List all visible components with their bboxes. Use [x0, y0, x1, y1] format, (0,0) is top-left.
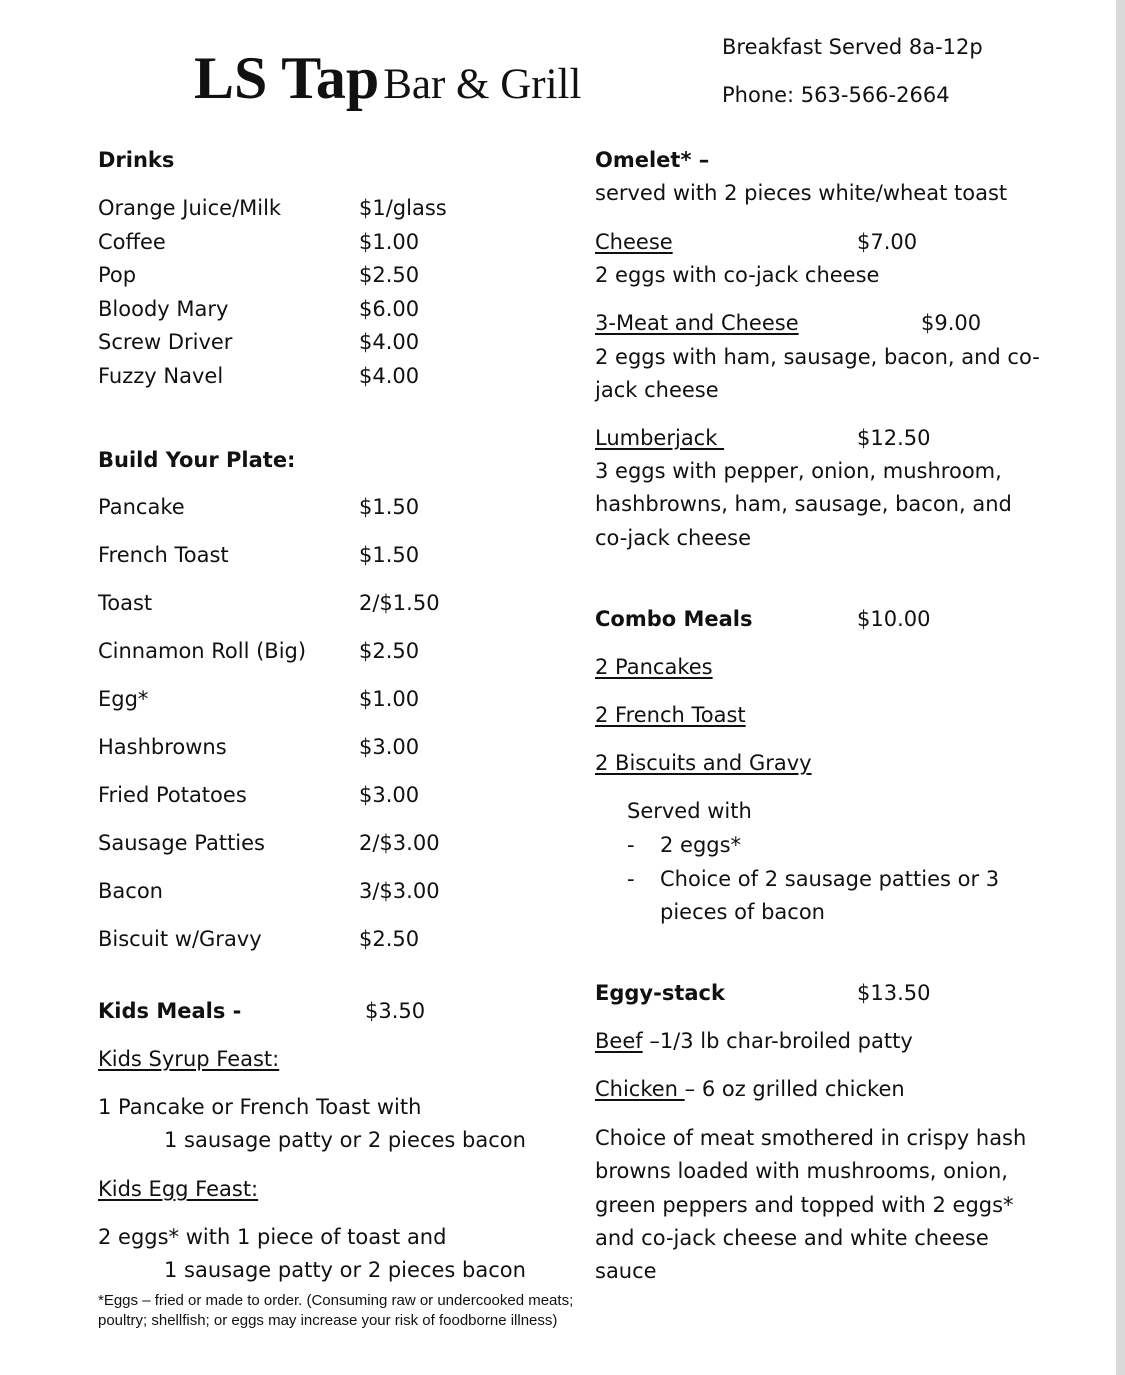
drink-name: Orange Juice/Milk: [98, 196, 282, 220]
combo-option: 2 Pancakes: [595, 655, 713, 679]
footnote-line: *Eggs – fried or made to order. (Consuming raw or undercooked meats;: [98, 1292, 574, 1309]
combo-side: pieces of bacon: [660, 900, 825, 924]
combo-side-bullet: -: [627, 833, 635, 857]
combo-side-bullet: -: [627, 867, 635, 891]
plate-item-price: $3.00: [359, 783, 420, 807]
page-edge: [1116, 0, 1125, 1375]
combo-meals-heading: Combo Meals: [595, 607, 753, 631]
drink-price: $4.00: [359, 330, 420, 354]
kids-meals-price: $3.50: [365, 999, 426, 1023]
drink-name: Coffee: [98, 230, 166, 254]
omelet-lumberjack-desc: hashbrowns, ham, sausage, bacon, and: [595, 492, 1012, 516]
combo-meals-price: $10.00: [857, 607, 931, 631]
drink-price: $6.00: [359, 297, 420, 321]
title-sub: Bar & Grill: [383, 61, 582, 108]
omelet-meat-desc: jack cheese: [595, 378, 719, 402]
eggy-desc: sauce: [595, 1259, 657, 1283]
drink-name: Screw Driver: [98, 330, 233, 354]
plate-item-name: Fried Potatoes: [98, 783, 247, 807]
build-plate-heading: Build Your Plate:: [98, 448, 296, 472]
plate-item-name: Pancake: [98, 495, 185, 519]
breakfast-hours: Breakfast Served 8a-12p: [722, 35, 983, 59]
omelet-lumberjack-desc: co-jack cheese: [595, 526, 752, 550]
omelet-cheese-desc: 2 eggs with co-jack cheese: [595, 263, 880, 287]
kids-meals-heading: Kids Meals -: [98, 999, 242, 1023]
plate-item-name: Hashbrowns: [98, 735, 227, 759]
plate-item-price: $1.50: [359, 543, 420, 567]
eggy-stack-price: $13.50: [857, 981, 931, 1005]
kids-egg-feast-line: 1 sausage patty or 2 pieces bacon: [164, 1258, 526, 1282]
combo-option: 2 French Toast: [595, 703, 746, 727]
omelet-subtitle: served with 2 pieces white/wheat toast: [595, 181, 1008, 205]
plate-item-name: French Toast: [98, 543, 229, 567]
eggy-chicken-text: – 6 oz grilled chicken: [684, 1077, 905, 1101]
eggy-stack-heading: Eggy-stack: [595, 981, 725, 1005]
kids-syrup-feast-title: Kids Syrup Feast:: [98, 1047, 280, 1071]
eggy-beef-text: –1/3 lb char-broiled patty: [642, 1029, 913, 1053]
omelet-lumberjack-desc: 3 eggs with pepper, onion, mushroom,: [595, 459, 1002, 483]
omelet-lumberjack-price: $12.50: [857, 426, 931, 450]
eggy-desc: Choice of meat smothered in crispy hash: [595, 1126, 1027, 1150]
drink-price: $1/glass: [359, 196, 447, 220]
plate-item-price: 2/$1.50: [359, 591, 440, 615]
plate-item-name: Sausage Patties: [98, 831, 265, 855]
phone-number: Phone: 563-566-2664: [722, 83, 950, 107]
kids-egg-feast-line: 2 eggs* with 1 piece of toast and: [98, 1225, 447, 1249]
drink-name: Bloody Mary: [98, 297, 229, 321]
omelet-cheese-name: Cheese: [595, 230, 673, 254]
drink-price: $2.50: [359, 263, 420, 287]
restaurant-name: [194, 45, 582, 111]
plate-item-price: $1.00: [359, 687, 420, 711]
plate-item-price: 2/$3.00: [359, 831, 440, 855]
omelet-meat-name: 3-Meat and Cheese: [595, 311, 799, 335]
kids-syrup-feast-line: 1 sausage patty or 2 pieces bacon: [164, 1128, 526, 1152]
combo-side: 2 eggs*: [660, 833, 742, 857]
plate-item-name: Biscuit w/Gravy: [98, 927, 262, 951]
eggy-chicken-option: [595, 1076, 905, 1102]
combo-side: Choice of 2 sausage patties or 3: [660, 867, 1000, 891]
omelet-heading: Omelet* –: [595, 148, 710, 172]
plate-item-price: $2.50: [359, 927, 420, 951]
eggy-desc: browns loaded with mushrooms, onion,: [595, 1159, 1008, 1183]
eggy-desc: and co-jack cheese and white cheese: [595, 1226, 989, 1250]
kids-egg-feast-title: Kids Egg Feast:: [98, 1177, 259, 1201]
drink-name: Fuzzy Navel: [98, 364, 224, 388]
plate-item-price: $3.00: [359, 735, 420, 759]
omelet-cheese-price: $7.00: [857, 230, 918, 254]
omelet-lumberjack-name: Lumberjack: [595, 426, 725, 450]
drinks-heading: Drinks: [98, 148, 175, 172]
combo-served-with: Served with: [627, 799, 752, 823]
omelet-meat-price: $9.00: [921, 311, 982, 335]
plate-item-name: Egg*: [98, 687, 149, 711]
footnote-line: poultry; shellfish; or eggs may increase your risk of foodborne illness): [98, 1312, 558, 1329]
drink-price: $4.00: [359, 364, 420, 388]
plate-item-name: Cinnamon Roll (Big): [98, 639, 307, 663]
eggy-desc: green peppers and topped with 2 eggs*: [595, 1193, 1014, 1217]
plate-item-price: $2.50: [359, 639, 420, 663]
eggy-beef-option: [595, 1028, 913, 1054]
title-main: LS Tap: [194, 45, 380, 111]
drink-name: Pop: [98, 263, 137, 287]
kids-syrup-feast-line: 1 Pancake or French Toast with: [98, 1095, 422, 1119]
combo-option: 2 Biscuits and Gravy: [595, 751, 812, 775]
omelet-meat-desc: 2 eggs with ham, sausage, bacon, and co-: [595, 345, 1040, 369]
plate-item-price: 3/$3.00: [359, 879, 440, 903]
plate-item-name: Toast: [98, 591, 153, 615]
plate-item-price: $1.50: [359, 495, 420, 519]
eggy-chicken-label: Chicken: [595, 1077, 685, 1101]
eggy-beef-label: Beef: [595, 1029, 643, 1053]
drink-price: $1.00: [359, 230, 420, 254]
plate-item-name: Bacon: [98, 879, 163, 903]
